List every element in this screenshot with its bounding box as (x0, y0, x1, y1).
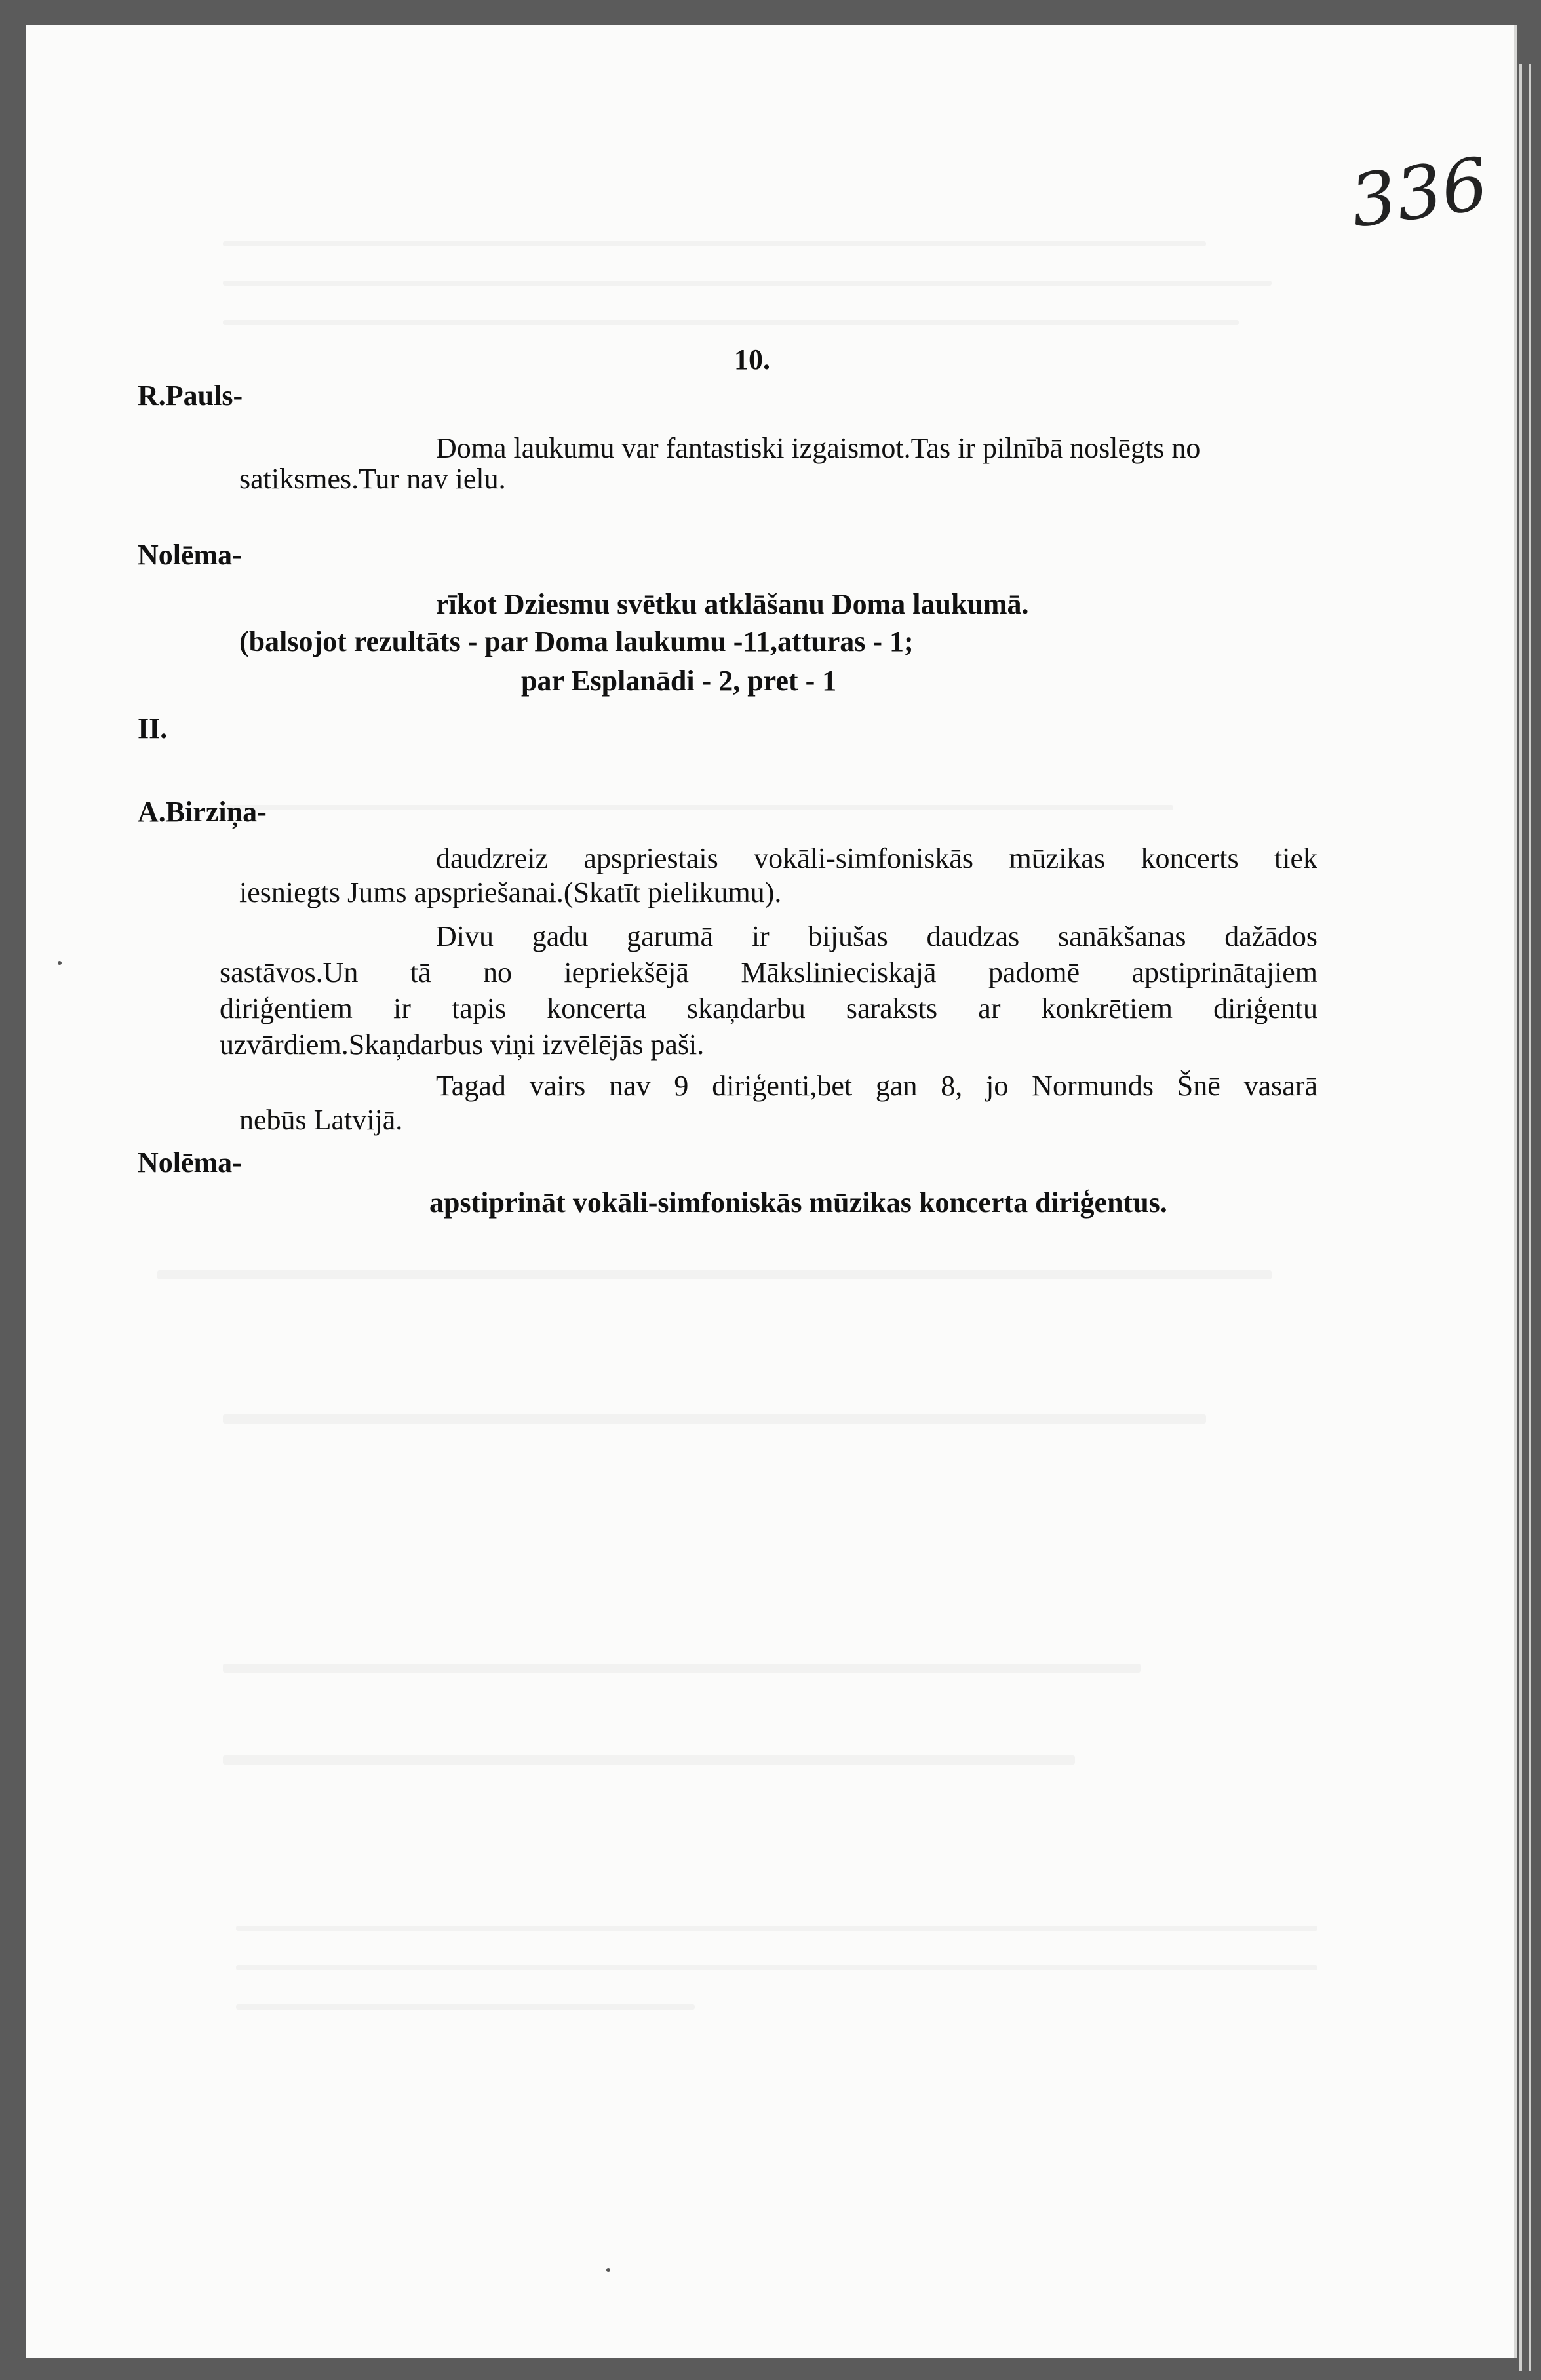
decision-text: apstiprināt vokāli-simfoniskās mūzikas koncerta diriģentus. (429, 1186, 1167, 1219)
bleed-through (223, 1755, 1075, 1765)
page-edge (1519, 64, 1522, 2371)
body-line: satiksmes.Tur nav ielu. (239, 463, 506, 495)
speck (58, 961, 62, 965)
body-line: sastāvos.Un tā no iepriekšējā Mākslinieciskajā padomē apstiprinātajiem (220, 956, 1317, 988)
vote-result: par Esplanādi - 2, pret - 1 (521, 665, 837, 697)
bleed-through (223, 1414, 1206, 1424)
bleed-through (157, 1270, 1272, 1279)
roman-heading: II. (138, 712, 168, 745)
speaker-label: A.Birziņa- (138, 796, 267, 828)
body-line: uzvārdiem.Skaņdarbus viņi izvēlējās paši. (220, 1028, 705, 1061)
section-number: 10. (734, 343, 770, 376)
body-line: daudzreiz apspriestais vokāli-simfoniskās mūzikas koncerts tiek (436, 842, 1317, 874)
bleed-through (223, 241, 1206, 246)
bleed-through (236, 1926, 1317, 1931)
body-line: Divu gadu garumā ir bijušas daudzas sanākšanas dažādos (436, 920, 1317, 952)
bleed-through (223, 281, 1272, 286)
body-line: Tagad vairs nav 9 diriģenti,bet gan 8, jo Normunds Šnē vasarā (436, 1070, 1317, 1102)
body-line: diriģentiem ir tapis koncerta skaņdarbu saraksts ar konkrētiem diriģentu (220, 992, 1317, 1024)
body-line: nebūs Latvijā. (239, 1104, 403, 1136)
body-line: iesniegts Jums apspriešanai.(Skatīt pielikumu). (239, 876, 782, 908)
body-line: Doma laukumu var fantastiski izgaismot.Tas ir pilnībā noslēgts no (436, 432, 1201, 464)
handwritten-page-number: 336 (1345, 142, 1493, 244)
speck (606, 2268, 610, 2272)
decision-label: Nolēma- (138, 1146, 242, 1179)
bleed-through (223, 1664, 1141, 1673)
page-edge (1529, 64, 1531, 2371)
speaker-label: R.Pauls- (138, 380, 243, 412)
bleed-through (223, 320, 1239, 325)
bleed-through (236, 2004, 695, 2010)
decision-label: Nolēma- (138, 539, 242, 571)
bleed-through (236, 1965, 1317, 1970)
vote-result: (balsojot rezultāts - par Doma laukumu -11,atturas - 1; (239, 625, 914, 657)
decision-text: rīkot Dziesmu svētku atklāšanu Doma laukumā. (436, 588, 1029, 620)
bleed-through (223, 805, 1173, 810)
